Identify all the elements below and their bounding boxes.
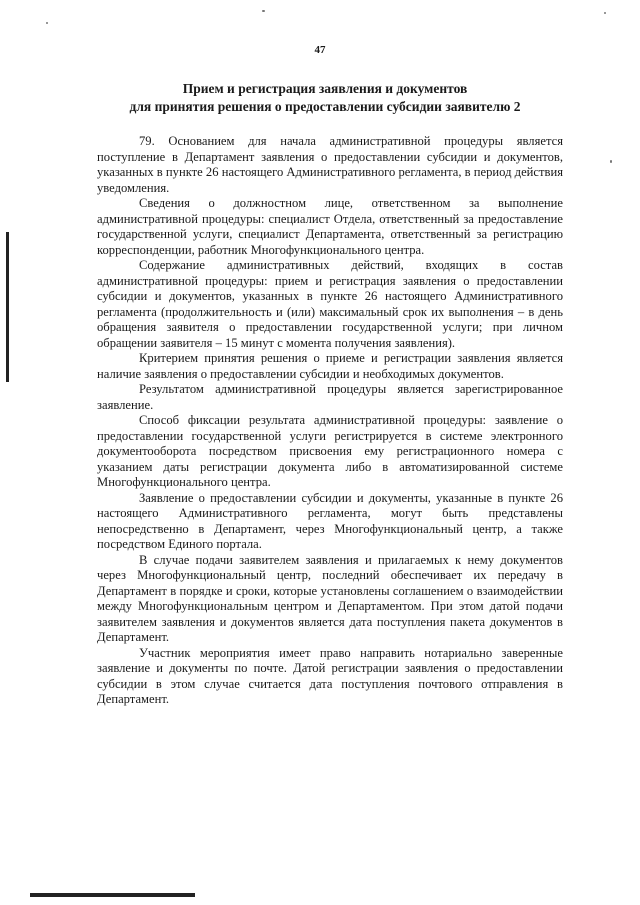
paragraph: Сведения о должностном лице, ответственном за выполнение административной процедуры: специалист Отдела, ответственный за предоставление государственной услуги, специалист Департамента, ответственный за регистрацию корреспонденции, работник Многофункционального центра. bbox=[97, 196, 563, 257]
scan-speck bbox=[610, 160, 612, 163]
scan-speck bbox=[262, 10, 265, 12]
paragraph: Заявление о предоставлении субсидии и документы, указанные в пункте 26 настоящего Административного регламента, могут быть представлены непосредственно в Департамент, через Многофункциональный центр, а также посредством Единого портала. bbox=[97, 490, 563, 551]
scan-edge-mark-left bbox=[6, 232, 9, 382]
paragraph: Содержание административных действий, входящих в состав административной процедуры: прием и регистрация заявления о предоставлении субсидии и документов, указанных в пункте 26 настоящего Административного регламента (продолжительность и (или) максимальный срок их выполнения – в день обращения заявителя о предоставлении государственной услуги; при личном обращении заявителя – 15 минут с момента получения заявления). bbox=[97, 258, 563, 350]
paragraph: 79. Основанием для начала административной процедуры является поступление в Департамент заявления о предоставлении субсидии и документов, указанных в пункте 26 настоящего Административного регламента, в период действия уведомления. bbox=[97, 134, 563, 195]
heading-line-1: Прием и регистрация заявления и документов bbox=[182, 81, 468, 96]
body-text bbox=[97, 134, 563, 708]
paragraph: Участник мероприятия имеет право направить нотариально заверенные заявление и документы по почте. Датой регистрации заявления о предоставлении субсидии в этом случае считается дата поступления почтового отправления в Департамент. bbox=[97, 645, 563, 706]
heading-line-2: для принятия решения о предоставлении субсидии заявителю 2 bbox=[129, 99, 521, 114]
paragraph: Критерием принятия решения о приеме и регистрации заявления является наличие заявления о предоставлении субсидии и необходимых документов. bbox=[97, 351, 563, 381]
scan-edge-mark-bottom bbox=[30, 893, 195, 897]
scan-speck bbox=[46, 22, 48, 24]
paragraph: Способ фиксации результата административной процедуры: заявление о предоставлении государственной услуги регистрируется в системе электронного документооборота посредством присвоения ему регистрационного номера с указанием даты регистрации документа либо в автоматизированной системе Многофункционального центра. bbox=[97, 413, 563, 489]
page-number: 47 bbox=[314, 44, 326, 56]
scan-speck bbox=[604, 12, 606, 14]
paragraph: В случае подачи заявителем заявления и прилагаемых к нему документов через Многофункциональный центр, последний обеспечивает их передачу в Департамент в порядке и сроки, которые установлены соглашением о взаимодействии между Многофункциональным центром и Департаментом. При этом датой подачи заявителем заявления и документов является дата поступления пакета документов в Департамент. bbox=[97, 552, 563, 644]
paragraph: Результатом административной процедуры является зарегистрированное заявление. bbox=[97, 382, 563, 412]
section-heading bbox=[80, 80, 570, 116]
